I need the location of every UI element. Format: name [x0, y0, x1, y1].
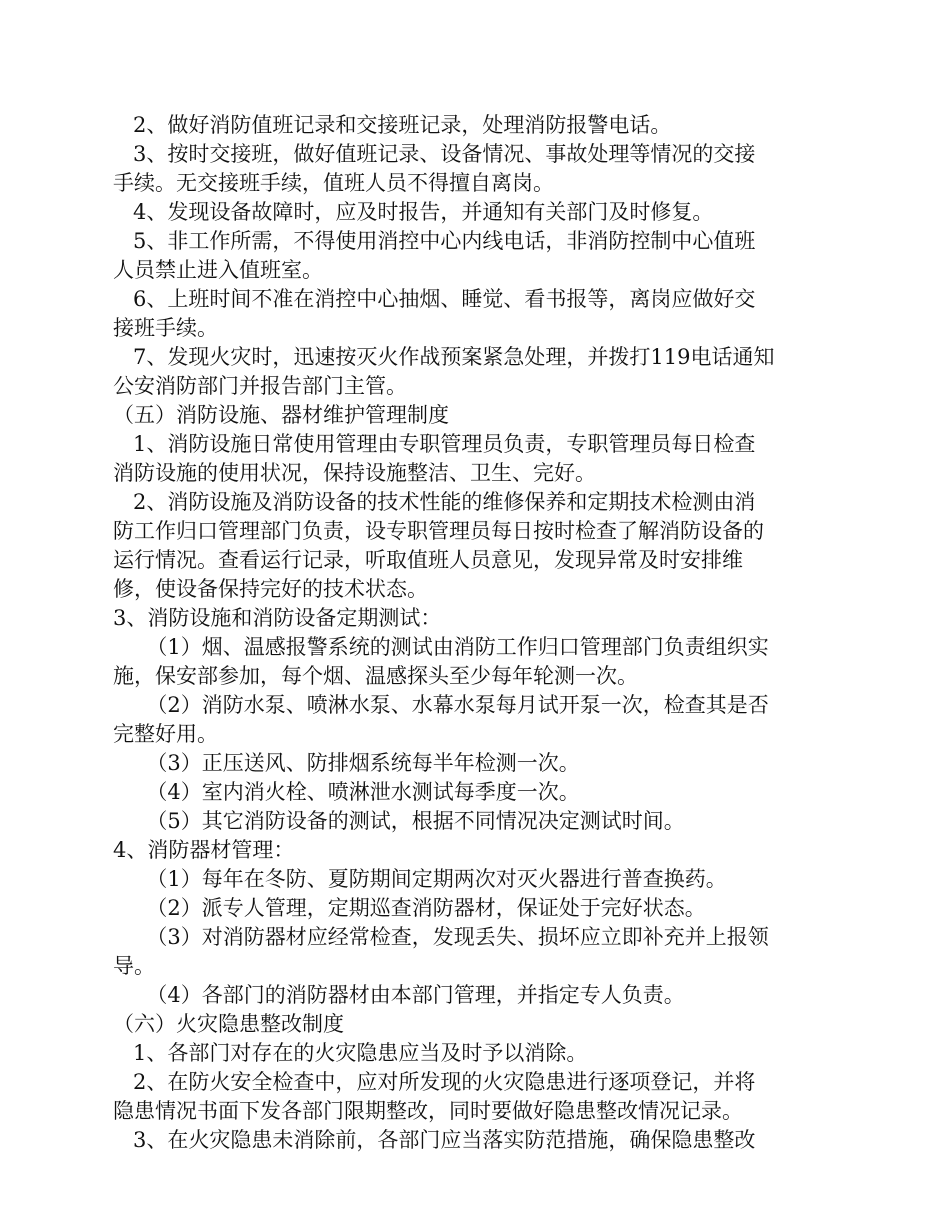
section-heading: （六）火灾隐患整改制度	[113, 1012, 344, 1036]
text-line: 防工作归口管理部门负责，设专职管理员每日按时检查了解消防设备的	[113, 519, 764, 543]
document-body	[113, 111, 848, 1155]
text-line: 6、上班时间不准在消控中心抽烟、睡觉、看书报等，离岗应做好交	[113, 287, 756, 311]
text-line: （5）其它消防设备的测试，根据不同情况决定测试时间。	[113, 809, 685, 833]
text-line: 2、在防火安全检查中，应对所发现的火灾隐患进行逐项登记，并将	[113, 1070, 756, 1094]
text-line: （4）各部门的消防器材由本部门管理，并指定专人负责。	[113, 983, 685, 1007]
text-line: 导。	[113, 954, 155, 978]
text-line: 2、消防设施及消防设备的技术性能的维修保养和定期技术检测由消	[113, 490, 756, 514]
subsection-heading: 3、消防设施和消防设备定期测试：	[113, 606, 442, 630]
text-line: 1、各部门对存在的火灾隐患应当及时予以消除。	[113, 1041, 588, 1065]
text-line: （3）正压送风、防排烟系统每半年检测一次。	[113, 751, 580, 775]
text-line: （1）烟、温感报警系统的测试由消防工作归口管理部门负责组织实	[113, 635, 769, 659]
text-line: 5、非工作所需，不得使用消控中心内线电话，非消防控制中心值班	[113, 229, 756, 253]
text-line: （3）对消防器材应经常检查，发现丢失、损坏应立即补充并上报领	[113, 925, 769, 949]
text-line: （1）每年在冬防、夏防期间定期两次对灭火器进行普查换药。	[113, 867, 727, 891]
subsection-heading: 4、消防器材管理：	[113, 838, 295, 862]
text-line: 隐患情况书面下发各部门限期整改，同时要做好隐患整改情况记录。	[113, 1099, 743, 1123]
text-line: 修，使设备保持完好的技术状态。	[113, 577, 428, 601]
text-line: 手续。无交接班手续，值班人员不得擅自离岗。	[113, 171, 554, 195]
text-line: 接班手续。	[113, 316, 218, 340]
text-line: 3、按时交接班，做好值班记录、设备情况、事故处理等情况的交接	[113, 142, 756, 166]
section-heading: （五）消防设施、器材维护管理制度	[113, 403, 449, 427]
text-line: 消防设施的使用状况，保持设施整洁、卫生、完好。	[113, 461, 596, 485]
text-line: （2）派专人管理，定期巡查消防器材，保证处于完好状态。	[113, 896, 706, 920]
text-line: 4、发现设备故障时，应及时报告，并通知有关部门及时修复。	[113, 200, 714, 224]
text-line: 7、发现火灾时，迅速按灭火作战预案紧急处理，并拨打119电话通知	[113, 345, 775, 369]
text-line: 施，保安部参加，每个烟、温感探头至少每年轮测一次。	[113, 664, 638, 688]
text-line: 运行情况。查看运行记录，听取值班人员意见，发现异常及时安排维	[113, 548, 743, 572]
text-line: 1、消防设施日常使用管理由专职管理员负责，专职管理员每日检查	[113, 432, 756, 456]
text-line: 2、做好消防值班记录和交接班记录，处理消防报警电话。	[113, 113, 672, 137]
text-line: （2）消防水泵、喷淋水泵、水幕水泵每月试开泵一次，检查其是否	[113, 693, 769, 717]
text-line: 完整好用。	[113, 722, 218, 746]
text-line: 3、在火灾隐患未消除前，各部门应当落实防范措施，确保隐患整改	[113, 1128, 756, 1152]
text-line: 公安消防部门并报告部门主管。	[113, 374, 407, 398]
text-line: （4）室内消火栓、喷淋泄水测试每季度一次。	[113, 780, 580, 804]
text-line: 人员禁止进入值班室。	[113, 258, 323, 282]
